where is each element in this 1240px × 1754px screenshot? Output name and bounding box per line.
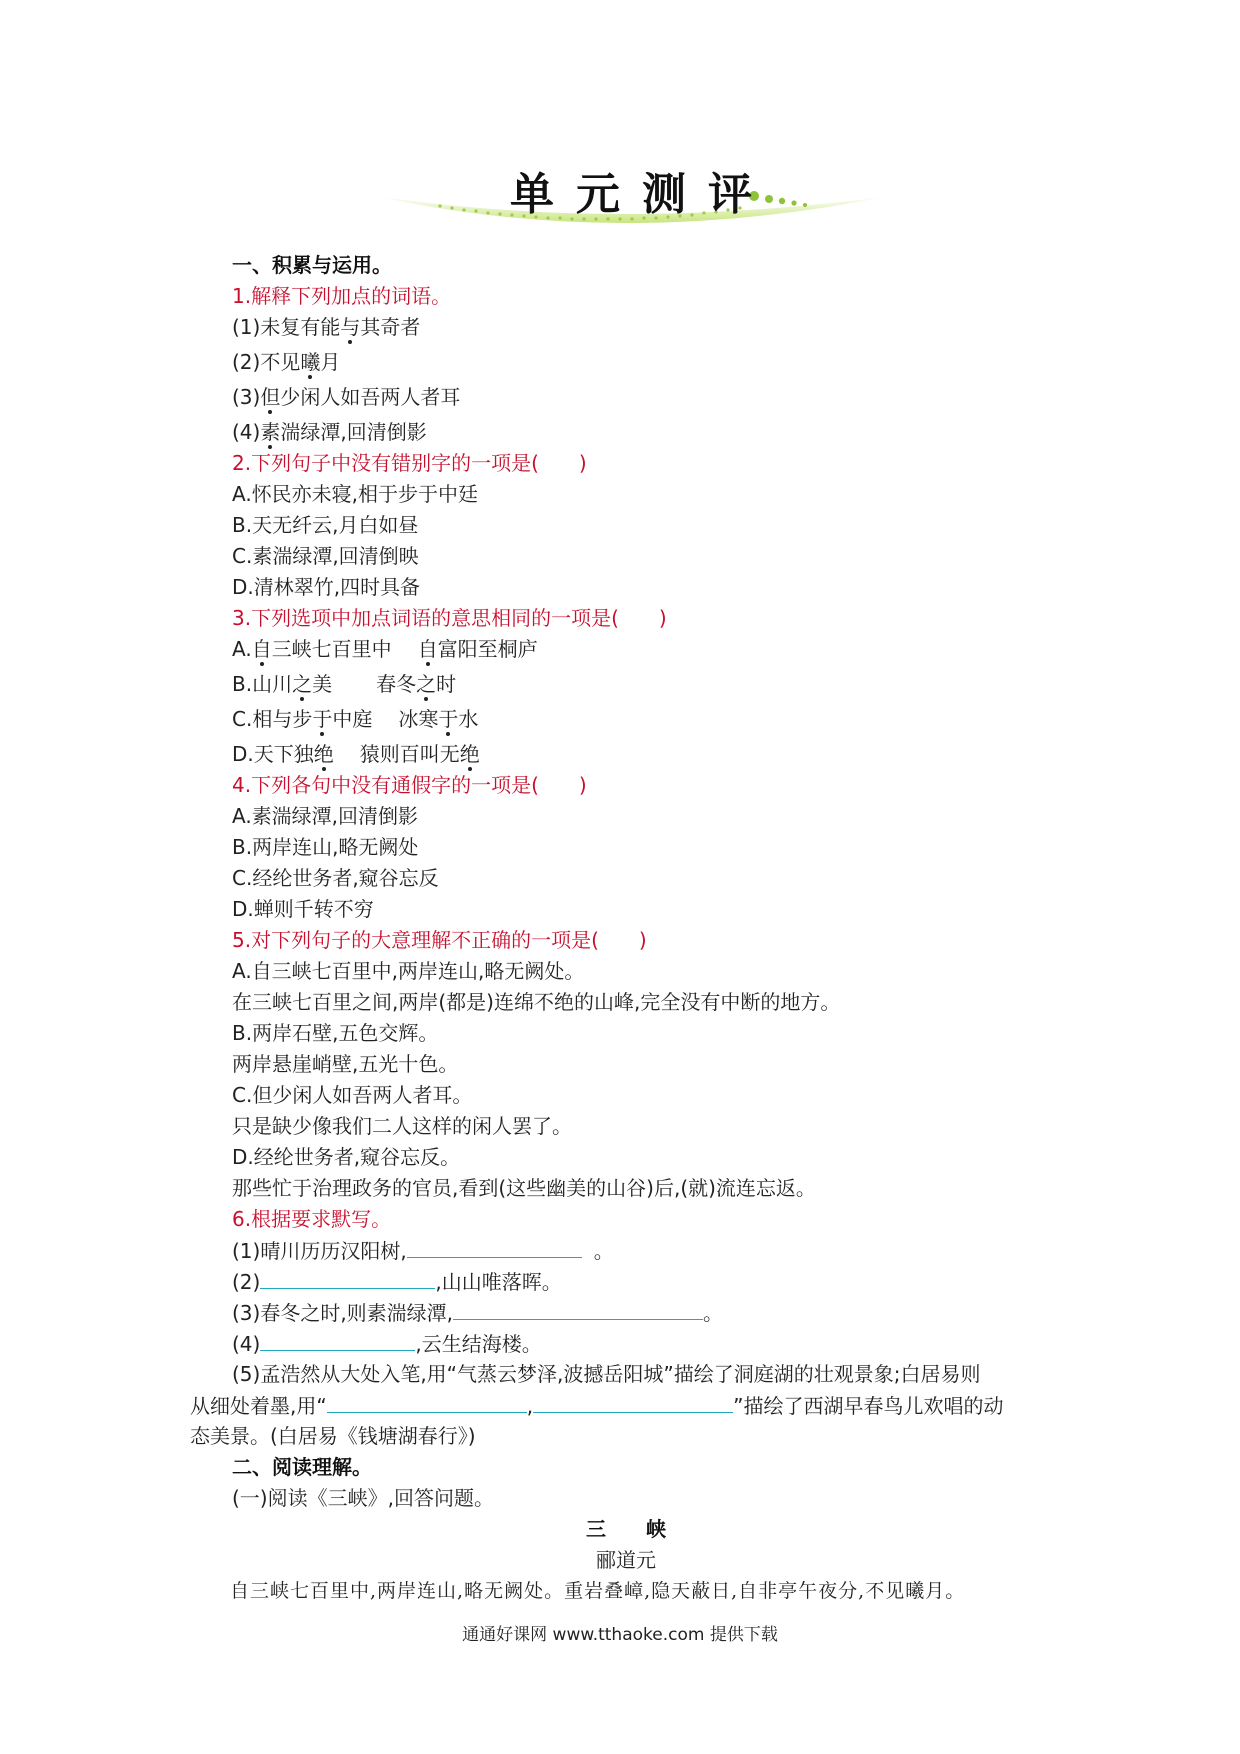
question-3-stem: 3.下列选项中加点词语的意思相同的一项是( ) — [232, 606, 667, 630]
q5-line: D.经纶世务者,窥谷忘反。 — [232, 1145, 461, 1169]
text: 月 — [320, 350, 341, 374]
q3-option — [232, 634, 1062, 669]
text: 中庭 — [332, 707, 373, 731]
question-2-stem: 2.下列句子中没有错别字的一项是( ) — [232, 451, 587, 475]
q3-option — [232, 704, 1062, 739]
option: B.天无纤云,月白如昼 — [232, 513, 419, 537]
option: C.素湍绿潭,回清倒映 — [232, 544, 419, 568]
q5-line: 两岸悬崖峭壁,五光十色。 — [232, 1052, 459, 1076]
text: B.山川 — [232, 672, 293, 696]
text: 冰寒 — [398, 707, 439, 731]
text: 猿则百叫无 — [359, 742, 460, 766]
text: 时 — [436, 672, 457, 696]
dotted-word: 于 — [312, 707, 333, 731]
text: 春冬 — [376, 672, 417, 696]
text: 。 — [593, 1239, 614, 1263]
q1-item — [232, 382, 1062, 417]
q6-item-1 — [232, 1235, 1062, 1266]
text: (2) — [232, 1270, 261, 1294]
passage-title: 三 峡 — [586, 1517, 666, 1541]
passage-text: 自三峡七百里中,两岸连山,略无阙处。重岩叠嶂,隐天蔽日,自非亭午夜分,不见曦月。 — [230, 1580, 966, 1602]
q6-item-4 — [232, 1328, 1062, 1359]
q3-option — [232, 669, 1062, 704]
text: 富阳至桐庐 — [437, 637, 538, 661]
passage-author: 郦道元 — [596, 1548, 656, 1572]
q1-item — [232, 347, 1062, 382]
answer-blank[interactable] — [407, 1235, 582, 1258]
text: 美 — [312, 672, 333, 696]
q5-line: 在三峡七百里之间,两岸(都是)连绵不绝的山峰,完全没有中断的地方。 — [232, 990, 841, 1014]
dotted-word: 与 — [340, 315, 361, 339]
option: C.经纶世务者,窥谷忘反 — [232, 866, 439, 890]
option: B.两岸连山,略无阙处 — [232, 835, 419, 859]
q5-line: B.两岸石壁,五色交辉。 — [232, 1021, 439, 1045]
text: ,云生结海楼。 — [415, 1332, 542, 1356]
q6-item-3 — [232, 1297, 1062, 1328]
answer-blank[interactable] — [260, 1328, 415, 1351]
text: (2)不见 — [232, 350, 301, 374]
text: C.相与步 — [232, 707, 313, 731]
text: (3)春冬之时,则素湍绿潭, — [232, 1301, 454, 1325]
q5-line: 那些忙于治理政务的官员,看到(这些幽美的山谷)后,(就)流连忘返。 — [232, 1176, 816, 1200]
section-heading: 一、积累与运用。 — [232, 253, 392, 277]
text: (1)未复有能 — [232, 315, 341, 339]
answer-blank[interactable] — [327, 1390, 527, 1413]
text: (1)晴川历历汉阳树, — [232, 1239, 407, 1263]
option: D.蝉则千转不穷 — [232, 897, 374, 921]
q5-line: C.但少闲人如吾两人者耳。 — [232, 1083, 473, 1107]
dotted-word: 之 — [416, 672, 437, 696]
text: 三峡七百里中 — [271, 637, 392, 661]
text: (4) — [232, 420, 261, 444]
q6-item-2 — [232, 1266, 1062, 1297]
answer-blank[interactable] — [260, 1266, 435, 1289]
text: 态美景。(白居易《钱塘湖春行》) — [190, 1424, 476, 1448]
dotted-word: 素 — [260, 420, 281, 444]
q1-item — [232, 417, 1062, 448]
footer-credit: 通通好课网 www.tthaoke.com 提供下载 — [462, 1625, 778, 1645]
text: 水 — [458, 707, 479, 731]
text: (5)孟浩然从大处入笔,用“气蒸云梦泽,波撼岳阳城”描绘了洞庭湖的壮观景象;白居易则 — [232, 1362, 981, 1386]
answer-blank[interactable] — [533, 1390, 733, 1413]
question-5-stem: 5.对下列句子的大意理解不正确的一项是( ) — [232, 928, 647, 952]
text-line — [190, 1390, 1062, 1421]
q1-item — [232, 312, 1062, 347]
text: 湍绿潭,回清倒影 — [280, 420, 427, 444]
dotted-word: 曦 — [300, 350, 321, 374]
text: 。 — [703, 1301, 724, 1325]
text: (3) — [232, 385, 261, 409]
option: A.素湍绿潭,回清倒影 — [232, 804, 419, 828]
dotted-word: 自 — [251, 637, 272, 661]
answer-blank[interactable] — [453, 1297, 703, 1320]
dotted-word: 绝 — [313, 742, 334, 766]
option: A.怀民亦未寝,相于步于中廷 — [232, 482, 479, 506]
q5-line: 只是缺少像我们二人这样的闲人罢了。 — [232, 1114, 572, 1138]
option: D.清林翠竹,四时具备 — [232, 575, 421, 599]
q5-line: A.自三峡七百里中,两岸连山,略无阙处。 — [232, 959, 585, 983]
q6-item-5 — [190, 1359, 1062, 1452]
worksheet-body — [190, 250, 1062, 1607]
question-1-stem: 1.解释下列加点的词语。 — [232, 284, 452, 308]
text: ”描绘了西湖早春鸟儿欢唱的动 — [733, 1394, 1004, 1418]
text: 少闲人如吾两人者耳 — [280, 385, 461, 409]
dotted-word: 自 — [417, 637, 438, 661]
reading-instruction: (一)阅读《三峡》,回答问题。 — [232, 1486, 494, 1510]
dotted-word: 于 — [438, 707, 459, 731]
question-4-stem: 4.下列各句中没有通假字的一项是( ) — [232, 773, 587, 797]
q3-option — [232, 739, 1062, 770]
page-title: 单元测评 — [510, 169, 774, 220]
text: (4) — [232, 1332, 261, 1356]
section-heading: 二、阅读理解。 — [232, 1455, 372, 1479]
text: D.天下独 — [232, 742, 314, 766]
text: 从细处着墨,用“ — [190, 1394, 327, 1418]
page-header — [0, 0, 1240, 260]
text: A. — [232, 637, 252, 661]
text: , — [526, 1394, 534, 1418]
dotted-word: 绝 — [459, 742, 480, 766]
dotted-word: 但 — [260, 385, 281, 409]
text: ,山山唯落晖。 — [435, 1270, 562, 1294]
dotted-word: 之 — [292, 672, 313, 696]
question-6-stem: 6.根据要求默写。 — [232, 1207, 392, 1231]
text: 其奇者 — [360, 315, 421, 339]
